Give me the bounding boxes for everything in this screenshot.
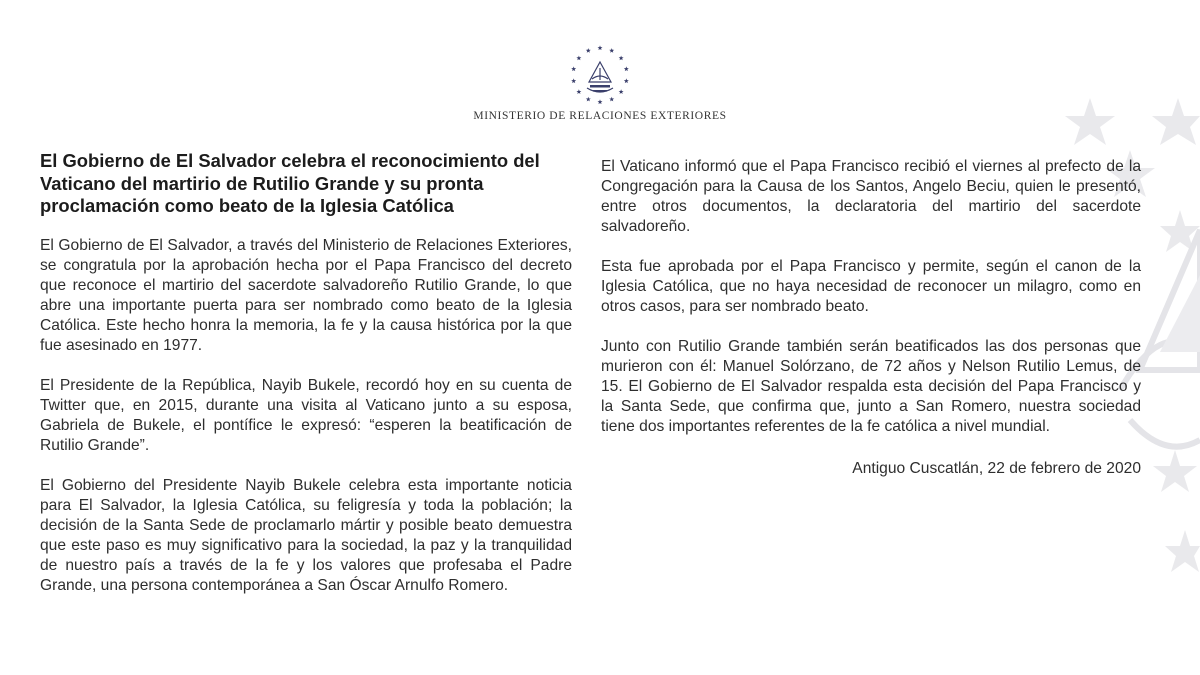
- seal-star: [586, 48, 591, 53]
- seal-star: [586, 97, 591, 102]
- seal-star: [619, 89, 624, 94]
- paragraph: El Presidente de la República, Nayib Bukele, recordó hoy en su cuenta de Twitter que, en 2015, durante una visita al Vaticano junto a su esposa, Gabriela de Bukele, el pontífice le expresó: “esperen la beatificación de Rutilio Grande”.: [40, 376, 572, 454]
- headline: El Gobierno de El Salvador celebra el reconocimiento del Vaticano del martirio de Rutilio Grande y su pronta proclamación como beato de la Iglesia Católica: [40, 150, 540, 216]
- seal-star: [609, 48, 614, 53]
- paragraph: Esta fue aprobada por el Papa Francisco y permite, según el canon de la Iglesia Católica, que no haya necesidad de reconocer un milagro, como en otros casos, para ser nombrado beato.: [601, 258, 1141, 315]
- signature-place-date: Antiguo Cuscatlán, 22 de febrero de 2020: [852, 460, 1141, 477]
- left-column: [40, 150, 572, 616]
- seal-star: [576, 89, 581, 94]
- right-column: [601, 157, 1141, 479]
- seal-star: [576, 56, 581, 61]
- paragraph: El Vaticano informó que el Papa Francisco recibió el viernes al prefecto de la Congregación para la Causa de los Santos, Angelo Beciu, quien le presentó, entre otros documentos, la declaratoria del martirio del sacerdote salvadoreño.: [601, 158, 1141, 235]
- seal-star: [598, 99, 603, 104]
- seal-star: [571, 66, 576, 71]
- seal-star: [624, 66, 629, 71]
- seal-star: [624, 78, 629, 83]
- seal-star: [619, 56, 624, 61]
- seal-star: [598, 45, 603, 50]
- coat-of-arms-icon: [568, 44, 632, 108]
- paragraph: Junto con Rutilio Grande también serán beatificados las dos personas que murieron con él: Manuel Solórzano, de 72 años y Nelson Rutilio Lemus, de 15. El Gobierno de El Salvador respalda esta decisión del Papa Francisco y la Santa Sede, que confirma que, junto a San Romero, nuestra sociedad tiene dos importantes referentes de la fe católica a nivel mundial.: [601, 338, 1141, 435]
- seal-star: [609, 97, 614, 102]
- paragraph: El Gobierno de El Salvador, a través del Ministerio de Relaciones Exteriores, se congratula por la aprobación hecha por el Papa Francisco del decreto que reconoce el martirio del sacerdote salvadoreño Rutilio Grande, lo que abre una importante puerta para ser nombrado como beato de la Iglesia Católica. Este hecho honra la memoria, la fe y la causa histórica por la que fue asesinado en 1977.: [40, 236, 572, 354]
- seal-star: [571, 78, 576, 83]
- paragraph: El Gobierno del Presidente Nayib Bukele celebra esta importante noticia para El Salvador, la Iglesia Católica, su feligresía y toda la población; la decisión de la Santa Sede de proclamarlo mártir y posible beato demuestra que este paso es muy significativo para la sociedad, la paz y la tranquilidad de nuestro país a través de la fe y los valores que profesaba el Padre Grande, una persona contemporánea a San Óscar Arnulfo Romero.: [40, 476, 572, 594]
- ministry-title: MINISTERIO DE RELACIONES EXTERIORES: [473, 110, 727, 122]
